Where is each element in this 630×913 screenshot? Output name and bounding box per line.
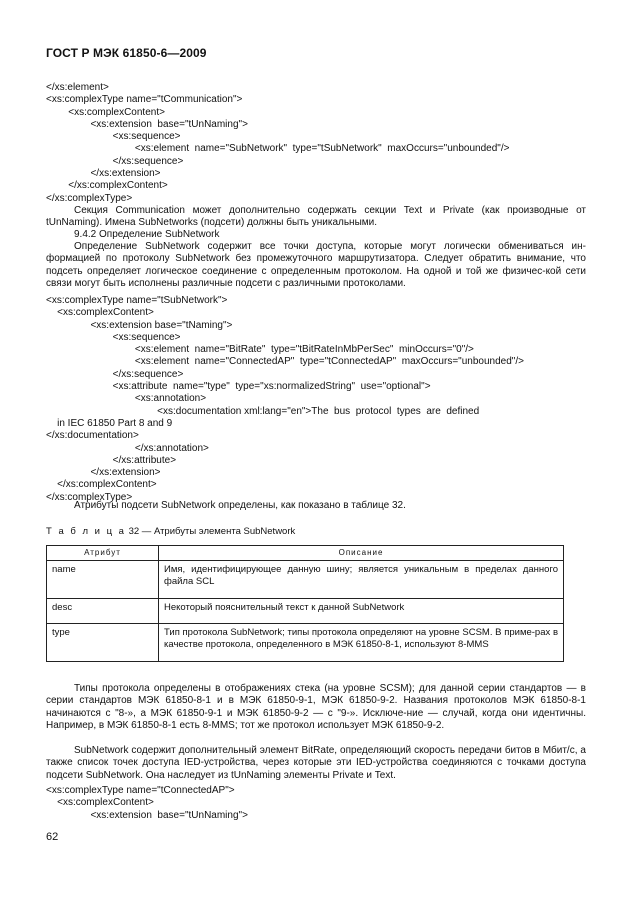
code-line: </xs:documentation> — [46, 430, 139, 442]
table-row — [47, 561, 564, 599]
paragraph-communication: Секция Communication может дополнительно содержать секции Text и Private (как производные от tUnNaming). Имена SubNetworks (подсети) должны быть уникальными. — [46, 205, 586, 229]
table-caption-text: 32 — Атрибуты элемента SubNetwork — [128, 526, 296, 537]
code-line: </xs:extension> — [46, 467, 161, 479]
column-header-attribute: Атрибут — [47, 546, 159, 561]
code-line: </xs:complexContent> — [46, 180, 168, 192]
code-line: <xs:element name="SubNetwork" type="tSubNetwork" maxOccurs="unbounded"/> — [46, 143, 510, 155]
code-block-tsubnetwork — [46, 295, 586, 504]
paragraph-protocol-types: Типы протокола определены в отображениях стека (на уровне SCSM); для данной серии стандартов — в серии стандартов МЭК 61850-8-1 и в МЭК 61850-9-1, МЭК 61850-9-2. Названия протоколов МЭК 61850-8-1 начинаются с "8-», а МЭК 61850-9-1 и МЭК 61850-9-2 — с "9-». Исключе-ние — случай, когда они идентичны. Например, в МЭК 61850-8-1 есть 8-MMS; тот же протокол использует МЭК 61850-9-2. — [46, 683, 586, 731]
code-line: <xs:complexType name="tCommunication"> — [46, 94, 243, 106]
code-line: </xs:element> — [46, 82, 109, 93]
code-line: <xs:extension base="tNaming"> — [46, 319, 233, 331]
code-line: </xs:complexType> — [46, 491, 133, 503]
code-line: <xs:element name="ConnectedAP" type="tConnectedAP" maxOccurs="unbounded"/> — [46, 356, 524, 368]
code-line: </xs:sequence> — [46, 368, 184, 380]
page-header: ГОСТ Р МЭК 61850-6—2009 — [46, 46, 207, 60]
code-line: <xs:extension base="tUnNaming"> — [46, 809, 248, 821]
attribute-cell: desc — [47, 599, 159, 624]
column-header-description: Описание — [159, 546, 564, 561]
code-line: <xs:complexContent> — [46, 307, 154, 319]
attribute-cell: type — [47, 624, 159, 662]
code-line: <xs:complexContent> — [46, 106, 165, 118]
page-number: 62 — [46, 831, 59, 843]
code-line: </xs:attribute> — [46, 454, 177, 466]
code-block-tconnectedap — [46, 785, 586, 822]
code-line: <xs:attribute name="type" type="xs:normalizedString" use="optional"> — [46, 381, 431, 393]
description-cell: Некоторый пояснительный текст к данной SubNetwork — [159, 599, 564, 624]
code-line: <xs:sequence> — [46, 131, 181, 143]
paragraph-bitrate: SubNetwork содержит дополнительный элемент BitRate, определяющий скорость передачи битов в Мбит/с, а также список точек доступа IED-устройства, через которые эти IED-устройства соединяются с точками доступа подсети SubNetwork. Она наследует из tUnNaming элементы Private и Text. — [46, 745, 586, 781]
table-header-row — [47, 546, 564, 561]
paragraph-table-reference: Атрибуты подсети SubNetwork определены, как показано в таблице 32. — [74, 500, 406, 511]
code-line: </xs:complexType> — [46, 192, 133, 204]
paragraph-subnetwork-definition: Определение SubNetwork содержит все точки доступа, которые могут логически обмениваться ин-формацией по протоколу SubNetwork без промежуточного маршрутизатора. Следует обратить внимание, что подсеть определяет логическое соединение с определенным протоколом. На одной и той же физичес-кой сети связи могут быть исполнены различные подсети с различными протоколами. — [46, 241, 586, 289]
section-heading: 9.4.2 Определение SubNetwork — [74, 229, 220, 240]
code-line: <xs:extension base="tUnNaming"> — [46, 118, 248, 130]
attributes-table — [46, 545, 564, 662]
table-row — [47, 599, 564, 624]
code-block-tcommunication — [46, 82, 586, 205]
code-line: <xs:complexType name="tConnectedAP"> — [46, 785, 235, 796]
code-line: <xs:complexType name="tSubNetwork"> — [46, 295, 228, 306]
code-line: </xs:complexContent> — [46, 479, 157, 491]
code-line: </xs:annotation> — [46, 442, 209, 454]
description-cell: Тип протокола SubNetwork; типы протокола определяют на уровне SCSM. В приме-рах в качестве протокола, определенного в МЭК 61850-8-1, используют 8-MMS — [159, 624, 564, 662]
code-line: <xs:annotation> — [46, 393, 207, 405]
code-line: <xs:documentation xml:lang="en">The bus protocol types are defined — [46, 405, 480, 417]
table-caption-label: Т а б л и ц а — [46, 526, 126, 537]
code-line: </xs:sequence> — [46, 155, 184, 167]
code-line: </xs:extension> — [46, 168, 161, 180]
description-cell: Имя, идентифицирующее данную шину; является уникальным в пределах данного файла SCL — [159, 561, 564, 599]
table-row — [47, 624, 564, 662]
code-line: <xs:sequence> — [46, 331, 181, 343]
code-line: <xs:element name="BitRate" type="tBitRateInMbPerSec" minOccurs="0"/> — [46, 344, 474, 356]
table-caption — [46, 526, 295, 538]
code-line: <xs:complexContent> — [46, 797, 154, 809]
code-line: in IEC 61850 Part 8 and 9 — [46, 417, 173, 429]
attribute-cell: name — [47, 561, 159, 599]
